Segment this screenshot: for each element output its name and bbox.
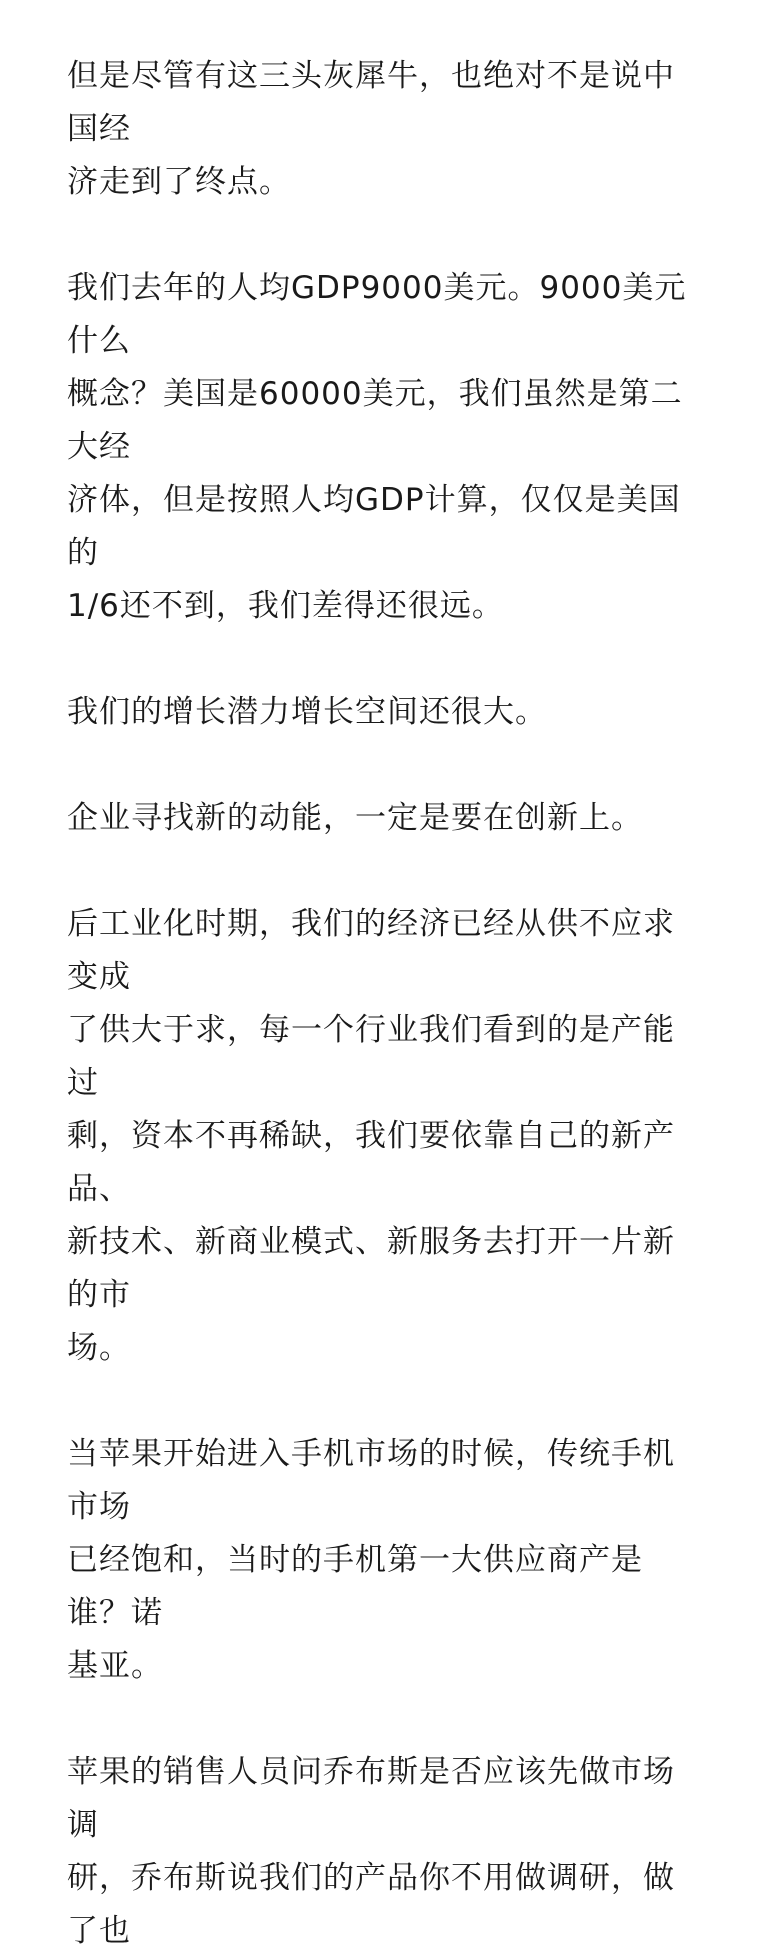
paragraph-growth-potential: 我们的增长潜力增长空间还很大。 xyxy=(67,694,547,730)
paragraph-grey-rhino: 但是尽管有这三头灰犀牛，也绝对不是说中国经 济走到了终点。 xyxy=(67,58,675,200)
paragraph-apple-market: 当苹果开始进入手机市场的时候，传统手机市场 已经饱和，当时的手机第一大供应商产是谁？诺 基亚。 xyxy=(67,1436,675,1684)
paragraph-gdp-per-capita: 我们去年的人均GDP9000美元。9000美元什么 概念？美国是60000美元，我们虽然是第二大经 济体，但是按照人均GDP计算，仅仅是美国的 1/6还不到，我们差得还很远。 xyxy=(67,270,687,624)
paragraph-jobs-research: 苹果的销售人员问乔布斯是否应该先做市场调 研，乔布斯说我们的产品你不用做调研，做了也 xyxy=(67,1754,675,1949)
paragraph-innovation: 企业寻找新的动能，一定是要在创新上。 xyxy=(67,800,643,836)
paragraph-post-industrial: 后工业化时期，我们的经济已经从供不应求变成 了供大于求，每一个行业我们看到的是产能过 剩，资本不再稀缺，我们要依靠自己的新产品、 新技术、新商业模式、新服务去打开一片新的市 场。 xyxy=(67,906,675,1366)
